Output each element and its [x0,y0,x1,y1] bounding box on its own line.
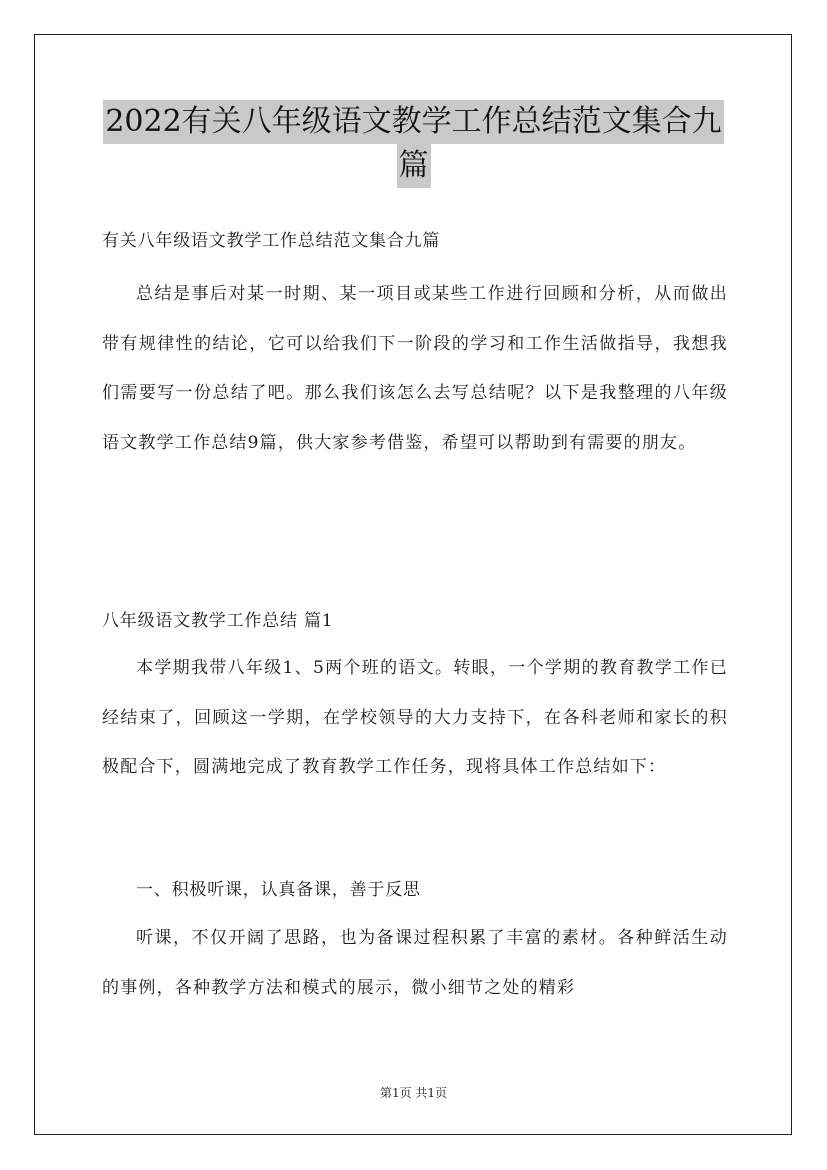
title-line-2: 篇 [397,144,431,188]
section-1-heading: 八年级语文教学工作总结 篇1 [102,611,334,631]
title-line-1: 2022有关八年级语文教学工作总结范文集合九 [103,100,723,144]
document-title [0,100,827,188]
section-1-paragraph-1: 本学期我带八年级1、5两个班的语文。转眼，一个学期的教育教学工作已经结束了，回顾这一学期，在学校领导的大力支持下，在各科老师和家长的积极配合下，圆满地完成了教育教学工作任务，现将具体工作总结如下： [102,658,728,777]
section-1-paragraph-2: 听课，不仅开阔了思路，也为备课过程积累了丰富的素材。各种鲜活生动的事例，各种教学方法和模式的展示，微小细节之处的精彩 [102,928,728,998]
page-footer: 第1页 共1页 [379,1086,448,1100]
section-1-subheading-1: 一、积极听课，认真备课，善于反思 [136,880,421,900]
document-subtitle: 有关八年级语文教学工作总结范文集合九篇 [102,231,441,251]
intro-paragraph: 总结是事后对某一时期、某一项目或某些工作进行回顾和分析，从而做出带有规律性的结论，它可以给我们下一阶段的学习和工作生活做指导，我想我们需要写一份总结了吧。那么我们该怎么去写总结呢？以下是我整理的八年级语文教学工作总结9篇，供大家参考借鉴，希望可以帮助到有需要的朋友。 [102,284,728,453]
